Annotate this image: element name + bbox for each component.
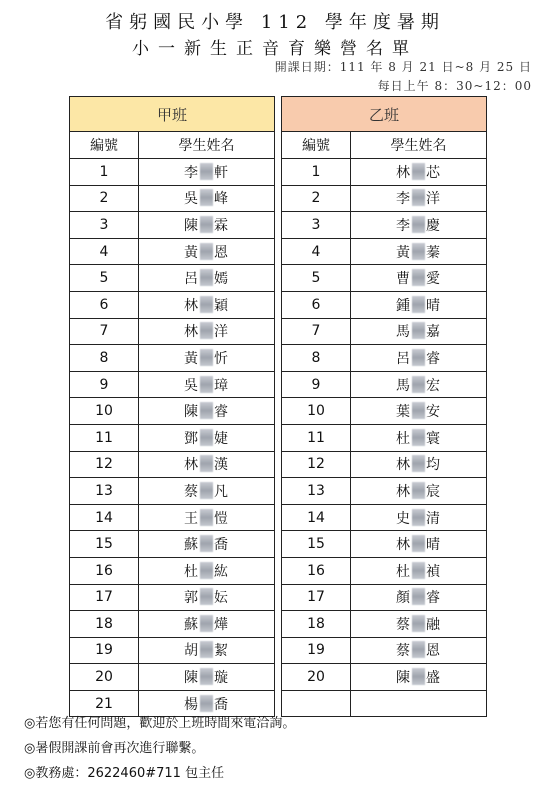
student-number: 13 (70, 478, 139, 505)
redacted-character (200, 615, 213, 632)
student-number: 8 (70, 345, 139, 372)
student-surname: 林 (184, 457, 199, 474)
student-given-name: 璇 (214, 670, 229, 687)
student-name (139, 557, 275, 584)
redacted-character (412, 402, 425, 419)
number-column-header: 編號 (70, 132, 139, 159)
student-surname: 林 (396, 537, 411, 554)
student-surname: 林 (396, 457, 411, 474)
class-a-table (69, 96, 275, 717)
student-given-name: 紘 (214, 563, 229, 580)
student-row (70, 185, 275, 212)
student-surname: 李 (396, 191, 411, 208)
student-given-name: 愛 (426, 271, 441, 288)
course-dates: 開課日期：111 年 8 月 21 日~8 月 25 日 (274, 60, 532, 74)
redacted-character (412, 269, 425, 286)
student-name (351, 291, 487, 318)
student-name (139, 159, 275, 186)
student-number: 19 (70, 637, 139, 664)
student-name (139, 238, 275, 265)
student-name (351, 318, 487, 345)
student-surname: 王 (184, 510, 199, 527)
student-name (139, 291, 275, 318)
student-row (70, 265, 275, 292)
student-number: 6 (70, 291, 139, 318)
student-given-name: 禎 (426, 563, 441, 580)
daily-time: 每日上午 8：30~12：00 (377, 79, 532, 93)
note-followup: ◎暑假開課前會再次進行聯繫。 (24, 741, 205, 756)
notes-section (24, 711, 295, 786)
redacted-character (412, 163, 425, 180)
student-surname: 胡 (184, 643, 199, 660)
student-row (282, 265, 487, 292)
redacted-character (412, 668, 425, 685)
student-row (70, 557, 275, 584)
student-row (70, 345, 275, 372)
student-given-name: 晴 (426, 297, 441, 314)
student-row (282, 451, 487, 478)
redacted-character (412, 588, 425, 605)
redacted-character (412, 243, 425, 260)
redacted-character (200, 429, 213, 446)
student-surname: 鍾 (396, 297, 411, 314)
student-surname: 陳 (184, 404, 199, 421)
redacted-character (200, 402, 213, 419)
redacted-character (200, 296, 213, 313)
student-number: 7 (282, 318, 351, 345)
student-number: 18 (70, 611, 139, 638)
student-name (351, 371, 487, 398)
redacted-character (412, 189, 425, 206)
student-given-name: 絜 (214, 643, 229, 660)
student-surname: 陳 (396, 670, 411, 687)
student-row (282, 504, 487, 531)
redacted-character (200, 482, 213, 499)
student-row (70, 451, 275, 478)
class-a-rows (70, 159, 275, 717)
student-number: 3 (70, 212, 139, 239)
student-given-name: 融 (426, 616, 441, 633)
student-given-name: 宏 (426, 377, 441, 394)
student-surname: 陳 (184, 217, 199, 234)
redacted-character (412, 455, 425, 472)
student-number: 10 (282, 398, 351, 425)
student-name (351, 690, 487, 717)
empty-row (282, 690, 487, 717)
name-column-header: 學生姓名 (139, 132, 275, 159)
student-surname: 杜 (396, 563, 411, 580)
student-number: 21 (70, 690, 139, 717)
student-number: 6 (282, 291, 351, 318)
redacted-character (200, 349, 213, 366)
student-number: 17 (70, 584, 139, 611)
student-given-name: 宸 (426, 483, 441, 500)
student-surname: 蘇 (184, 616, 199, 633)
student-surname: 曹 (396, 271, 411, 288)
student-row (282, 424, 487, 451)
student-name (351, 611, 487, 638)
student-row (70, 531, 275, 558)
student-name (139, 398, 275, 425)
student-given-name: 喬 (214, 537, 229, 554)
student-number: 11 (70, 424, 139, 451)
student-given-name: 均 (426, 457, 441, 474)
note-office: ◎教務處：2622460#711 包主任 (24, 766, 225, 781)
student-name (351, 185, 487, 212)
student-given-name: 寰 (426, 430, 441, 447)
student-given-name: 軒 (214, 164, 229, 181)
redacted-character (412, 482, 425, 499)
student-surname: 蔡 (396, 643, 411, 660)
redacted-character (412, 429, 425, 446)
student-surname: 郭 (184, 590, 199, 607)
class-b-header: 乙班 (282, 97, 487, 132)
student-name (139, 611, 275, 638)
student-row (70, 318, 275, 345)
student-name (351, 345, 487, 372)
student-row (282, 212, 487, 239)
student-surname: 吳 (184, 377, 199, 394)
student-row (70, 637, 275, 664)
student-given-name: 睿 (426, 350, 441, 367)
redacted-character (412, 641, 425, 658)
student-name (139, 424, 275, 451)
student-number: 1 (282, 159, 351, 186)
student-row (70, 584, 275, 611)
document-title: 省躬國民小學 112 學年度暑期 (105, 12, 445, 33)
student-name (351, 212, 487, 239)
student-number: 9 (70, 371, 139, 398)
student-row (282, 557, 487, 584)
student-number: 16 (282, 557, 351, 584)
student-row (282, 584, 487, 611)
student-surname: 杜 (184, 563, 199, 580)
student-number: 14 (282, 504, 351, 531)
student-number: 4 (282, 238, 351, 265)
redacted-character (412, 535, 425, 552)
schedule-info (275, 58, 532, 96)
student-given-name: 盛 (426, 670, 441, 687)
student-surname: 蔡 (396, 616, 411, 633)
student-surname: 黃 (184, 244, 199, 261)
redacted-character (412, 509, 425, 526)
student-row (282, 637, 487, 664)
class-b-table (281, 96, 487, 717)
student-name (139, 212, 275, 239)
student-number: 13 (282, 478, 351, 505)
student-name (351, 424, 487, 451)
student-surname: 陳 (184, 670, 199, 687)
redacted-character (200, 322, 213, 339)
student-given-name: 晴 (426, 537, 441, 554)
student-given-name: 漢 (214, 457, 229, 474)
student-given-name: 芯 (426, 164, 441, 181)
student-given-name: 慶 (426, 217, 441, 234)
student-given-name: 璋 (214, 377, 229, 394)
class-a-header: 甲班 (70, 97, 275, 132)
student-number: 12 (70, 451, 139, 478)
student-name (139, 318, 275, 345)
student-row (282, 185, 487, 212)
student-given-name: 妘 (214, 590, 229, 607)
student-given-name: 蓁 (426, 244, 441, 261)
student-surname: 馬 (396, 324, 411, 341)
redacted-character (200, 535, 213, 552)
student-row (70, 664, 275, 691)
number-column-header: 編號 (282, 132, 351, 159)
student-row (70, 371, 275, 398)
student-name (139, 265, 275, 292)
student-surname: 蔡 (184, 483, 199, 500)
student-given-name: 喬 (214, 696, 229, 713)
student-row (70, 478, 275, 505)
student-number: 7 (70, 318, 139, 345)
student-name (139, 584, 275, 611)
student-given-name: 峰 (214, 191, 229, 208)
student-given-name: 霖 (214, 217, 229, 234)
redacted-character (200, 163, 213, 180)
redacted-character (200, 189, 213, 206)
student-surname: 吳 (184, 191, 199, 208)
student-row (282, 611, 487, 638)
student-name (139, 345, 275, 372)
student-number: 20 (70, 664, 139, 691)
student-row (282, 371, 487, 398)
student-given-name: 清 (426, 510, 441, 527)
student-surname: 楊 (184, 696, 199, 713)
note-contact: ◎若您有任何問題，歡迎於上班時間來電洽詢。 (24, 716, 296, 731)
student-row (282, 398, 487, 425)
student-surname: 葉 (396, 404, 411, 421)
student-given-name: 嫣 (214, 271, 229, 288)
student-surname: 李 (396, 217, 411, 234)
student-given-name: 忻 (214, 350, 229, 367)
student-surname: 杜 (396, 430, 411, 447)
student-number: 12 (282, 451, 351, 478)
student-number: 10 (70, 398, 139, 425)
student-row (282, 345, 487, 372)
redacted-character (200, 509, 213, 526)
student-given-name: 睿 (426, 590, 441, 607)
student-number: 18 (282, 611, 351, 638)
student-surname: 呂 (184, 271, 199, 288)
redacted-character (412, 615, 425, 632)
student-row (282, 291, 487, 318)
student-name (351, 238, 487, 265)
redacted-character (200, 641, 213, 658)
redacted-character (412, 296, 425, 313)
student-row (282, 159, 487, 186)
student-name (351, 557, 487, 584)
redacted-character (200, 455, 213, 472)
student-number: 1 (70, 159, 139, 186)
student-number: 3 (282, 212, 351, 239)
student-name (351, 478, 487, 505)
student-surname: 顏 (396, 590, 411, 607)
student-number: 19 (282, 637, 351, 664)
redacted-character (412, 322, 425, 339)
student-given-name: 睿 (214, 404, 229, 421)
student-number: 17 (282, 584, 351, 611)
student-number: 5 (70, 265, 139, 292)
student-name (351, 584, 487, 611)
student-surname: 黃 (184, 350, 199, 367)
student-name (139, 531, 275, 558)
student-name (139, 185, 275, 212)
student-number: 2 (70, 185, 139, 212)
name-column-header: 學生姓名 (351, 132, 487, 159)
student-row (70, 504, 275, 531)
student-surname: 呂 (396, 350, 411, 367)
student-row (282, 664, 487, 691)
student-surname: 林 (396, 483, 411, 500)
student-given-name: 嘉 (426, 324, 441, 341)
student-name (351, 159, 487, 186)
student-row (70, 212, 275, 239)
document-subtitle: 小一新生正音育樂營名單 (132, 39, 418, 59)
class-b-rows (282, 159, 487, 717)
student-name (139, 478, 275, 505)
student-given-name: 燁 (214, 616, 229, 633)
redacted-character (412, 349, 425, 366)
redacted-character (200, 695, 213, 712)
student-name (139, 451, 275, 478)
student-number: 14 (70, 504, 139, 531)
student-row (282, 318, 487, 345)
student-number: 20 (282, 664, 351, 691)
redacted-character (200, 668, 213, 685)
student-row (70, 424, 275, 451)
student-surname: 林 (184, 324, 199, 341)
student-number: 2 (282, 185, 351, 212)
student-name (351, 504, 487, 531)
student-name (351, 664, 487, 691)
student-surname: 林 (396, 164, 411, 181)
redacted-character (412, 562, 425, 579)
student-row (70, 291, 275, 318)
student-name (139, 637, 275, 664)
student-name (351, 265, 487, 292)
student-given-name: 安 (426, 404, 441, 421)
student-given-name: 恩 (426, 643, 441, 660)
student-name (351, 398, 487, 425)
student-surname: 鄧 (184, 430, 199, 447)
student-surname: 馬 (396, 377, 411, 394)
student-surname: 林 (184, 297, 199, 314)
student-surname: 史 (396, 510, 411, 527)
redacted-character (412, 216, 425, 233)
student-name (139, 664, 275, 691)
student-given-name: 愷 (214, 510, 229, 527)
student-number: 4 (70, 238, 139, 265)
student-number: 8 (282, 345, 351, 372)
student-given-name: 洋 (426, 191, 441, 208)
student-row (282, 478, 487, 505)
student-row (282, 531, 487, 558)
student-row (70, 159, 275, 186)
student-given-name: 婕 (214, 430, 229, 447)
student-given-name: 穎 (214, 297, 229, 314)
student-given-name: 洋 (214, 324, 229, 341)
redacted-character (200, 376, 213, 393)
student-name (351, 451, 487, 478)
student-surname: 黃 (396, 244, 411, 261)
student-number: 5 (282, 265, 351, 292)
redacted-character (200, 588, 213, 605)
redacted-character (200, 216, 213, 233)
student-row (282, 238, 487, 265)
student-number: 9 (282, 371, 351, 398)
student-name (139, 504, 275, 531)
student-number: 16 (70, 557, 139, 584)
redacted-character (200, 269, 213, 286)
redacted-character (412, 376, 425, 393)
student-surname: 蘇 (184, 537, 199, 554)
student-row (70, 238, 275, 265)
student-number: 15 (70, 531, 139, 558)
student-row (70, 398, 275, 425)
student-name (139, 371, 275, 398)
student-row (70, 611, 275, 638)
student-given-name: 恩 (214, 244, 229, 261)
redacted-character (200, 243, 213, 260)
student-surname: 李 (184, 164, 199, 181)
redacted-character (200, 562, 213, 579)
student-number: 11 (282, 424, 351, 451)
student-name (351, 637, 487, 664)
student-given-name: 凡 (214, 483, 229, 500)
student-name (351, 531, 487, 558)
student-number: 15 (282, 531, 351, 558)
